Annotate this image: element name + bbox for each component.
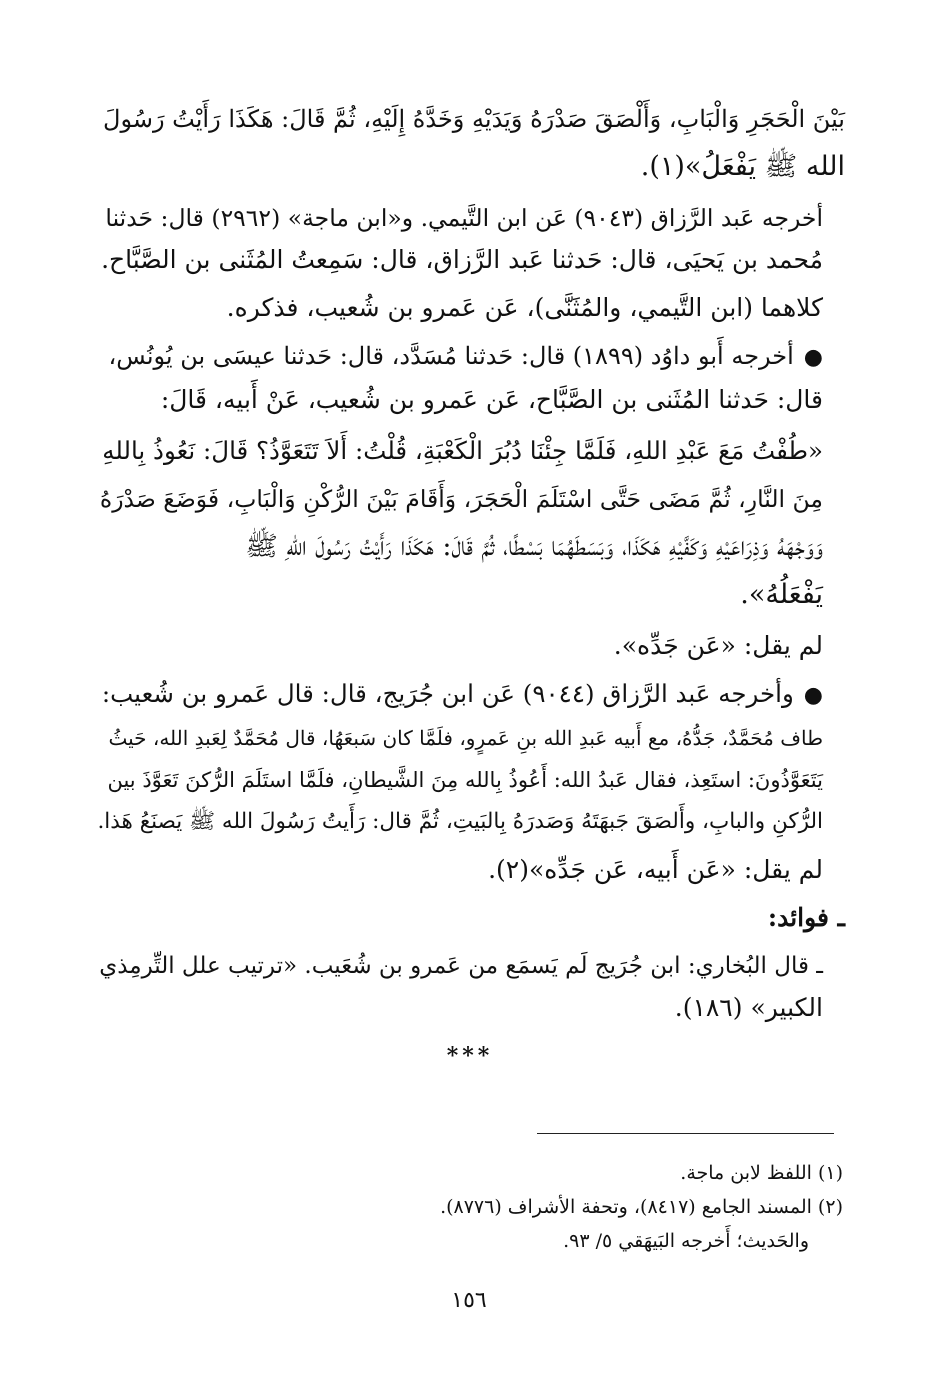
text-line: مِنَ النَّارِ، ثُمَّ مَضَى حَتَّى اسْتَلَمَ الْحَجَرَ، وَأَقَامَ بَيْنَ الرُّكْنِ وَالْبَابِ، فَوَضَعَ صَدْرَهُ [99, 485, 823, 513]
bullet-icon: ● [803, 683, 823, 708]
section-separator: *** [446, 1043, 494, 1069]
text-line: يَتَعَوَّذُونَ: استَعِذ، فقال عَبدُ الله: أَعُوذُ بِالله مِنَ الشَّيطانِ، فلَمَّا استَلَمَ الرُّكنَ تَعَوَّذَ بين [107, 768, 823, 792]
takhrij-abu-dawud [95, 335, 845, 421]
footnote-2-continuation: والحَديث؛ أَخرجه البَيهَقي ٥/ ٩٣. [563, 1230, 809, 1252]
text-line-content: وأخرجه عَبد الرَّزاق (٩٠٤٤) عَن ابن جُرَيج، قال: قال عَمرو بن شُعيب: [101, 679, 794, 708]
hadith-text-end [95, 95, 845, 191]
footnote-1: (١) اللفظ لابن ماجة. [680, 1162, 843, 1184]
summary-paragraph [95, 287, 845, 329]
text-line: قال: حَدثنا المُثَنى بن الصَّبَّاح، عَن عَمرو بن شُعيب، عَنْ أَبيه، قَالَ: [160, 385, 823, 414]
text-line: لم يقل: «عَن جَدِّه». [613, 631, 823, 660]
text-line: الكبير» (١٨٦). [674, 993, 823, 1022]
footnote-divider [537, 1133, 834, 1134]
text-line: الرُّكنِ والبابِ، وأَلصَقَ جَبهَتَهُ وَصَدرَهُ بِالبَيتِ، ثُمَّ قال: رَأَيتُ رَسُولَ الله ﷺ يَصنَعُ هَذا. [97, 809, 823, 834]
footnotes [103, 1156, 843, 1258]
heading-text: ـ فوائد: [767, 903, 845, 932]
bullet-icon: ● [803, 345, 823, 370]
text-line: أخرجه عَبد الرَّزاق (٩٠٤٣) عَن ابن التَّيمي. و«ابن ماجة» (٢٩٦٢) قال: حَدثنا [105, 204, 823, 232]
page-number: ١٥٦ [451, 1288, 487, 1313]
note-paragraph [95, 625, 845, 667]
text-line: مُحمد بن يَحيَى، قال: حَدثنا عَبد الرَّزاق، قال: سَمِعتُ المُثَنى بن الصَّبَّاح. [101, 245, 823, 274]
text-line-content: أخرجه أَبو داوُد (١٨٩٩) قال: حَدثنا مُسَدَّد، قال: حَدثنا عيسَى بن يُونُس، [108, 342, 794, 370]
text-line: كلاهما (ابن التَّيمي، والمُثَنَّى)، عَن عَمرو بن شُعيب، فذكره. [226, 293, 823, 322]
hadith-text [95, 427, 845, 619]
text-line: طاف مُحَمَّدٌ، جَدُّهُ، مع أَبيه عَبدِ الله بنِ عَمرٍو، فلَمَّا كان سَبعَهُا، قال مُحَمَّدٌ لِعَبدِ الله، حَيثُ [108, 726, 823, 750]
note-paragraph [95, 849, 845, 891]
text-line [95, 335, 823, 379]
takhrij-abdurrazzaq [95, 673, 845, 843]
text-line: لم يقل: «عَن أَبيه، عَن جَدِّه»(٢). [488, 855, 823, 884]
text-line: الله ﷺ يَفْعَلُ»(١). [640, 151, 845, 182]
takhrij-paragraph [95, 197, 845, 281]
benefits-paragraph [95, 945, 845, 1029]
text-line: ـ قال البُخاري: ابن جُرَيج لَم يَسمَع من عَمرو بن شُعَيب. «ترتيب علل التِّرمِذي [99, 953, 823, 979]
section-heading [95, 897, 845, 939]
text-line: وَوَجْهَهُ وَذِرَاعَيْهِ وَكَفَّيْهِ هَكَذَا، وَبَسَطَهُمَا بَسْطًا، ثُمَّ قَالَ: هَكَذَا رَأَيْتُ رَسُولَ اللهِ ﷺ [245, 531, 823, 562]
text-line: يَفْعَلُهُ». [740, 579, 823, 610]
text-line: بَيْنَ الْحَجَرِ وَالْبَابِ، وَأَلْصَقَ صَدْرَهُ وَيَدَيْهِ وَخَدَّهُ إِلَيْهِ، ثُمَّ قَالَ: هَكَذَا رَأَيْتُ رَسُولَ [103, 105, 845, 133]
page-body [95, 95, 845, 1079]
footnote-2: (٢) المسند الجامع (٨٤١٧)، وتحفة الأشراف (٨٧٧٦). [440, 1196, 843, 1218]
text-line [95, 673, 823, 717]
text-line: «طُفْتُ مَعَ عَبْدِ اللهِ، فَلَمَّا جِئْنَا دُبُرَ الْكَعْبَةِ، قُلْتُ: أَلاَ تَتَعَوَّذُ؟ قَالَ: نَعُوذُ بِاللهِ [102, 436, 823, 465]
